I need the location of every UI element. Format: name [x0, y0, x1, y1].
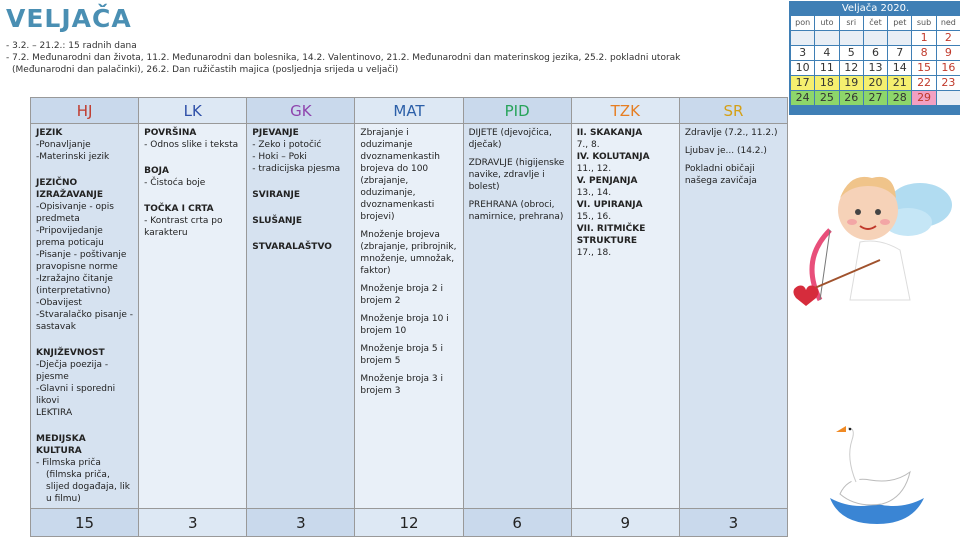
hj-item: -Izražajno čitanje (interpretativno): [36, 274, 113, 296]
mat-item: Množenje broja 2 i brojem 2: [360, 284, 443, 306]
pid-item: PREHRANA (obroci, namirnice, prehrana): [468, 200, 564, 222]
tzk-cell: [571, 124, 679, 509]
calendar-day: 18: [815, 76, 838, 90]
hj-item: - Filmska priča: [36, 458, 101, 468]
note-line: - 3.2. – 21.2.: 15 radnih dana: [6, 41, 137, 51]
calendar-day: 16: [937, 61, 960, 75]
gk-item: - tradicijska pjesma: [252, 164, 341, 174]
calendar-empty-day: [888, 31, 911, 45]
sr-item: Pokladni običaji našega zavičaja: [684, 164, 757, 186]
calendar-grid: [790, 16, 960, 105]
calendar-day: 9: [937, 46, 960, 60]
hj-item: LEKTIRA: [36, 408, 73, 418]
calendar-day: 1: [912, 31, 935, 45]
calendar-day: 14: [888, 61, 911, 75]
sr-cell: [679, 124, 787, 509]
calendar-day: 21: [888, 76, 911, 90]
hj-item: -Obavijest: [36, 298, 82, 308]
count-lk: 3: [139, 509, 247, 537]
lk-cell: [139, 124, 247, 509]
hj-item: -Materinski jezik: [36, 152, 110, 162]
calendar-weekday-label: čet: [864, 16, 887, 30]
calendar-day: 6: [864, 46, 887, 60]
tzk-heading: VI. UPIRANJA: [576, 200, 643, 210]
calendar-day: 10: [791, 61, 814, 75]
hj-item: -Ponavljanje: [36, 140, 91, 150]
table-count-row: [31, 509, 788, 537]
subject-header-mat: MAT: [355, 98, 463, 124]
calendar-weekday-label: ned: [937, 16, 960, 30]
hj-heading: KNJIŽEVNOST: [36, 348, 105, 358]
hj-heading: JEZIČNO IZRAŽAVANJE: [36, 178, 103, 200]
cupid-illustration: [790, 150, 960, 320]
lk-heading: POVRŠINA: [144, 128, 197, 138]
calendar-day: 2: [937, 31, 960, 45]
calendar-weekday-label: sri: [840, 16, 863, 30]
calendar-day: 5: [840, 46, 863, 60]
hj-item: -Pripovijedanje prema poticaju: [36, 226, 104, 248]
calendar-day: 19: [840, 76, 863, 90]
month-notes: [6, 40, 786, 76]
calendar-day: 15: [912, 61, 935, 75]
calendar-day: 20: [864, 76, 887, 90]
gk-heading: STVARALAŠTVO: [252, 242, 332, 252]
page-title: VELJAČA: [6, 4, 132, 33]
table-content-row: [31, 124, 788, 509]
table-header-row: [31, 98, 788, 124]
note-line: - 7.2. Međunarodni dan života, 11.2. Međunarodni dan bolesnika, 14.2. Valentinovo, 21.2. Međunarodni dan materinskog jezika, 25.2. pokladni utorak: [6, 53, 681, 63]
tzk-item: 7., 8.: [576, 140, 600, 150]
calendar-weekday-label: pet: [888, 16, 911, 30]
gk-cell: [247, 124, 355, 509]
count-gk: 3: [247, 509, 355, 537]
calendar-day: 24: [791, 91, 814, 105]
mat-item: Množenje broja 10 i brojem 10: [360, 314, 449, 336]
hj-heading: JEZIK: [36, 128, 63, 138]
lk-heading: TOČKA I CRTA: [144, 204, 214, 214]
mat-item: Množenje broja 3 i brojem 3: [360, 374, 443, 396]
gk-item: - Hoki – Poki: [252, 152, 307, 162]
calendar-day: 17: [791, 76, 814, 90]
note-line: (Međunarodni dan palačinki), 26.2. Dan ružičastih majica (posljednja srijeda u veljači): [12, 65, 399, 75]
subject-header-lk: LK: [139, 98, 247, 124]
subject-header-pid: PID: [463, 98, 571, 124]
count-tzk: 9: [571, 509, 679, 537]
calendar-day: 29: [912, 91, 935, 105]
calendar-weekday-label: uto: [815, 16, 838, 30]
tzk-item: 11., 12.: [576, 164, 612, 174]
tzk-heading: VII. RITMIČKE STRUKTURE: [576, 224, 646, 246]
calendar-day: 12: [840, 61, 863, 75]
lk-item: - Čistoća boje: [144, 178, 206, 188]
hj-item: -Glavni i sporedni likovi: [36, 384, 116, 406]
calendar-day: 26: [840, 91, 863, 105]
hj-item: (filmska priča, slijed događaja, lik u filmu): [46, 470, 130, 504]
calendar-weekday-label: pon: [791, 16, 814, 30]
lk-item: - Odnos slike i teksta: [144, 140, 239, 150]
hj-item: -Stvaralačko pisanje - sastavak: [36, 310, 134, 332]
swan-illustration: [822, 420, 932, 530]
pid-item: DIJETE (djevojčica, dječak): [468, 128, 552, 150]
tzk-heading: V. PENJANJA: [576, 176, 638, 186]
calendar-day: 25: [815, 91, 838, 105]
calendar-day: 22: [912, 76, 935, 90]
calendar-day: 13: [864, 61, 887, 75]
calendar-day: 8: [912, 46, 935, 60]
gk-item: - Zeko i potočić: [252, 140, 322, 150]
calendar-weekday-label: sub: [912, 16, 935, 30]
mat-cell: [355, 124, 463, 509]
count-sr: 3: [679, 509, 787, 537]
lk-item: - Kontrast crta po karakteru: [144, 216, 223, 238]
hj-item: -Pisanje - poštivanje pravopisne norme: [36, 250, 127, 272]
calendar-day: 7: [888, 46, 911, 60]
subject-header-tzk: TZK: [571, 98, 679, 124]
calendar-day: 4: [815, 46, 838, 60]
calendar-day: 3: [791, 46, 814, 60]
calendar-day: 28: [888, 91, 911, 105]
hj-item: -Dječja poezija - pjesme: [36, 360, 109, 382]
calendar-day: 23: [937, 76, 960, 90]
subject-table: [30, 97, 788, 537]
gk-heading: PJEVANJE: [252, 128, 299, 138]
pid-item: ZDRAVLJE (higijenske navike, zdravlje i bolest): [468, 158, 565, 192]
sr-item: Ljubav je... (14.2.): [684, 146, 767, 156]
mat-item: Zbrajanje i oduzimanje dvoznamenkastih brojeva do 100 (zbrajanje, oduzimanje, dvoznamenkasti brojevi): [360, 128, 440, 222]
calendar-title: Veljača 2020.: [841, 3, 910, 14]
sr-item: Zdravlje (7.2., 11.2.): [684, 128, 778, 138]
subject-header-sr: SR: [679, 98, 787, 124]
tzk-heading: II. SKAKANJA: [576, 128, 643, 138]
hj-item: -Opisivanje - opis predmeta: [36, 202, 114, 224]
count-hj: 15: [31, 509, 139, 537]
tzk-item: 15., 16.: [576, 212, 612, 222]
hj-cell: [31, 124, 139, 509]
mat-item: Množenje brojeva (zbrajanje, pribrojnik, množenje, umnožak, faktor): [360, 230, 457, 276]
gk-heading: SVIRANJE: [252, 190, 301, 200]
calendar-empty-day: [815, 31, 838, 45]
tzk-item: 13., 14.: [576, 188, 612, 198]
pid-cell: [463, 124, 571, 509]
mat-item: Množenje broja 5 i brojem 5: [360, 344, 443, 366]
calendar-empty-day: [840, 31, 863, 45]
subject-header-hj: HJ: [31, 98, 139, 124]
count-mat: 12: [355, 509, 463, 537]
calendar-empty-day: [937, 91, 960, 105]
calendar-day: 11: [815, 61, 838, 75]
calendar-widget: [789, 1, 960, 115]
lk-heading: BOJA: [144, 166, 169, 176]
count-pid: 6: [463, 509, 571, 537]
tzk-item: 17., 18.: [576, 248, 612, 258]
gk-heading: SLUŠANJE: [252, 216, 302, 226]
calendar-day: 27: [864, 91, 887, 105]
calendar-empty-day: [864, 31, 887, 45]
tzk-heading: IV. KOLUTANJA: [576, 152, 650, 162]
subject-header-gk: GK: [247, 98, 355, 124]
calendar-empty-day: [791, 31, 814, 45]
hj-heading: MEDIJSKA KULTURA: [36, 434, 86, 456]
